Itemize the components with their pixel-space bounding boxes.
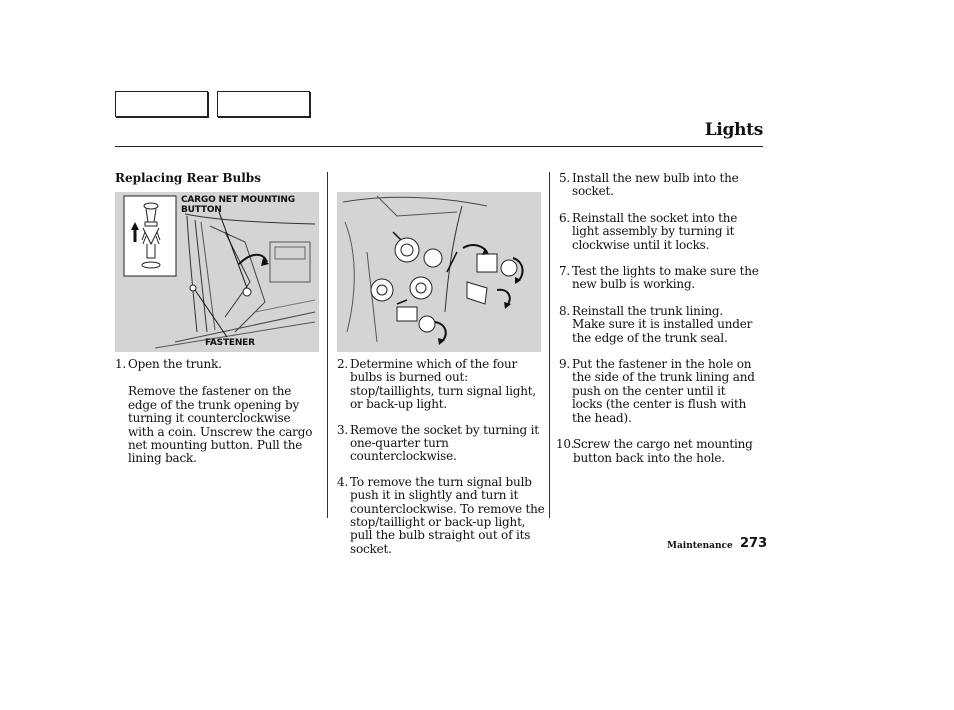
step-number: 7. [559, 264, 571, 279]
page-number: 273 [740, 536, 768, 551]
column-divider-1 [327, 172, 328, 518]
light-assembly-drawing [337, 192, 541, 352]
cargo-net-mounting-button-label: CARGO NET MOUNTING BUTTON [181, 195, 295, 215]
footer-section-name: Maintenance [667, 541, 733, 551]
step-text: To remove the turn signal bulb push it in slightly and turn it counterclockwise. To remove the stop/taillight or back-up light, pull the bulb straight out of its socket. [350, 474, 545, 556]
trunk-lining-drawing [115, 192, 319, 352]
step-number: 8. [559, 303, 571, 318]
steps-column-2 [337, 358, 545, 556]
step-text: Screw the cargo net mounting button back into the hole. [573, 437, 753, 465]
step-6 [559, 212, 759, 252]
step-1-note: Remove the fastener on the edge of the trunk opening by turning it counterclockwise with a coin. Unscrew the cargo net mounting button. Pull the lining back. [128, 384, 313, 466]
step-text: Remove the socket by turning it one-quarter turn counterclockwise. [350, 422, 539, 464]
step-text: Determine which of the four bulbs is burned out: stop/taillights, turn signal light, or back-up light. [350, 357, 537, 412]
step-8 [559, 305, 759, 345]
header-rule [115, 146, 763, 147]
nav-tab-box-2[interactable] [217, 91, 310, 117]
step-text: Install the new bulb into the socket. [572, 171, 739, 199]
step-number: 4. [337, 474, 349, 489]
step-10 [556, 437, 759, 465]
step-number: 1. [115, 357, 127, 371]
steps-column-1 [115, 358, 315, 466]
step-1 [115, 358, 315, 371]
step-2 [337, 358, 545, 412]
step-number: 3. [337, 422, 349, 437]
page-title: Lights [704, 120, 763, 140]
step-7 [559, 265, 759, 292]
step-number: 5. [559, 171, 571, 185]
step-number: 9. [559, 357, 571, 372]
step-number: 10. [556, 437, 575, 452]
step-text: Put the fastener in the hole on the side of the trunk lining and push on the center until it locks (the center is flush with the head). [572, 357, 755, 425]
step-number: 2. [337, 357, 349, 371]
step-text: Test the lights to make sure the new bulb is working. [572, 264, 759, 292]
steps-column-3 [556, 171, 759, 465]
trunk-lining-illustration [115, 192, 319, 352]
column-divider-2 [549, 172, 550, 518]
step-text: Open the trunk. [128, 357, 222, 371]
section-heading: Replacing Rear Bulbs [115, 171, 261, 185]
step-9 [559, 358, 759, 425]
nav-tab-box-1[interactable] [115, 91, 208, 117]
step-3 [337, 424, 545, 464]
fastener-label: FASTENER [205, 338, 255, 348]
step-text: Reinstall the trunk lining. Make sure it is installed under the edge of the trunk seal. [572, 303, 753, 345]
step-4 [337, 476, 545, 556]
step-number: 6. [559, 210, 571, 225]
step-text: Reinstall the socket into the light assembly by turning it clockwise until it locks. [572, 210, 738, 252]
light-assembly-illustration [337, 192, 541, 352]
step-5 [559, 172, 759, 199]
